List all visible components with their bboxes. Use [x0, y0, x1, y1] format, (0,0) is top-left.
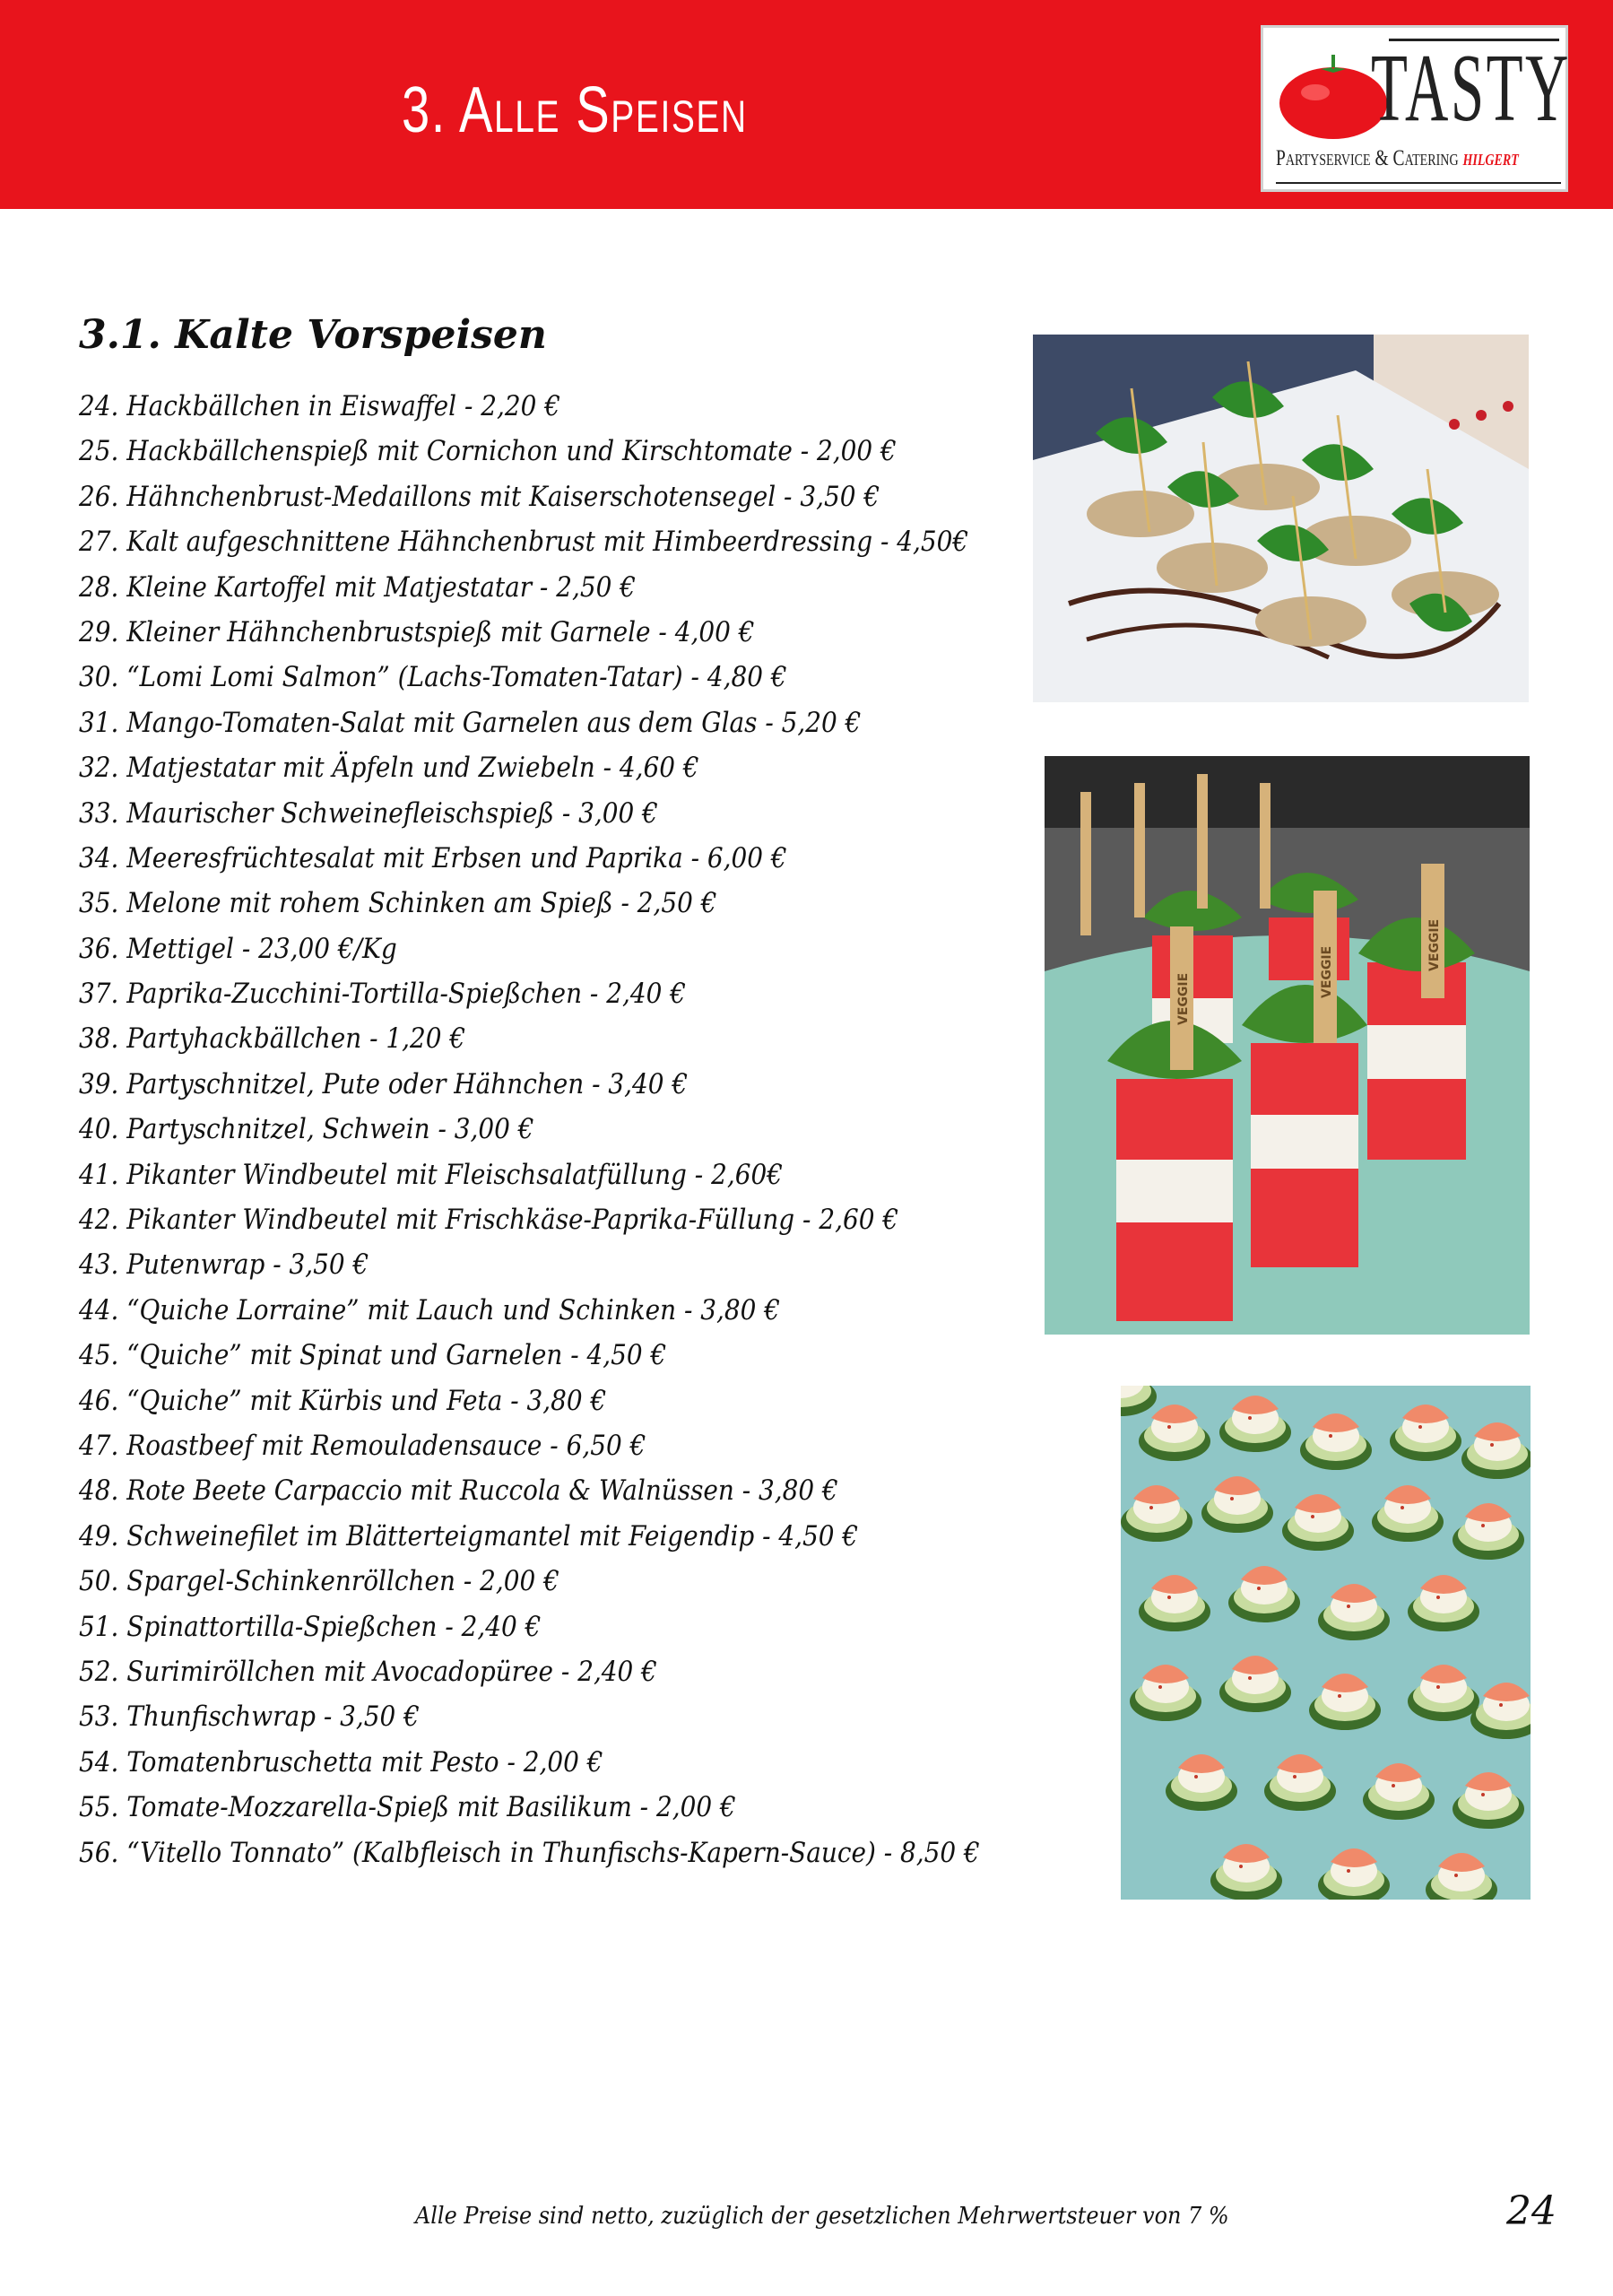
- menu-item: 39. Partyschnitzel, Pute oder Hähnchen - 3,40 €: [79, 1067, 689, 1100]
- menu-item: 28. Kleine Kartoffel mit Matjestatar - 2,50 €: [79, 570, 636, 604]
- menu-item: 34. Meeresfrüchtesalat mit Erbsen und Paprika - 6,00 €: [79, 841, 787, 874]
- logo-underline: [1276, 182, 1561, 184]
- page-number: 24: [1506, 2188, 1557, 2234]
- menu-item: 38. Partyhackbällchen - 1,20 €: [79, 1022, 466, 1056]
- menu-item: 40. Partyschnitzel, Schwein - 3,00 €: [79, 1113, 534, 1146]
- menu-item: 33. Maurischer Schweinefleischspieß - 3,00 €: [79, 796, 658, 830]
- logo-wordmark: TASTY: [1371, 35, 1571, 142]
- logo-subtitle: [1276, 146, 1519, 171]
- menu-item: 44. “Quiche Lorraine” mit Lauch und Schinken - 3,80 €: [79, 1293, 781, 1326]
- menu-item: 45. “Quiche” mit Spinat und Garnelen - 4,50 €: [79, 1339, 667, 1372]
- logo-signature: hilgert: [1462, 146, 1519, 170]
- photo-chicken-skewers: [1033, 335, 1529, 702]
- menu-item: 41. Pikanter Windbeutel mit Fleischsalatfüllung - 2,60€: [79, 1158, 783, 1191]
- photo-watermelon-skewers: [1045, 756, 1530, 1335]
- menu-item: 24. Hackbällchen in Eiswaffel - 2,20 €: [79, 390, 561, 422]
- photo-shrimp-cucumber: [1121, 1386, 1531, 1900]
- menu-item: 47. Roastbeef mit Remouladensauce - 6,50 €: [79, 1429, 646, 1462]
- brand-logo: [1261, 25, 1571, 192]
- menu-item: 52. Surimiröllchen mit Avocadopüree - 2,40 €: [79, 1655, 657, 1688]
- header-bar: [0, 0, 1613, 209]
- menu-item: 53. Thunfischwrap - 3,50 €: [79, 1700, 420, 1734]
- menu-item-list: [79, 384, 1080, 1875]
- veggie-label: VEGGIE: [1176, 972, 1191, 1025]
- subsection-heading: 3.1. Kalte Vorspeisen: [79, 312, 547, 358]
- logo-subtitle-text: Partyservice & Catering: [1276, 146, 1459, 170]
- menu-item: 30. “Lomi Lomi Salmon” (Lachs-Tomaten-Tatar) - 4,80 €: [79, 661, 787, 694]
- menu-item: 37. Paprika-Zucchini-Tortilla-Spießchen - 2,40 €: [79, 978, 686, 1011]
- menu-item: 29. Kleiner Hähnchenbrustspieß mit Garnele - 4,00 €: [79, 615, 755, 648]
- menu-item: 55. Tomate-Mozzarella-Spieß mit Basilikum - 2,00 €: [79, 1791, 736, 1824]
- menu-item: 50. Spargel-Schinkenröllchen - 2,00 €: [79, 1565, 559, 1598]
- veggie-label: VEGGIE: [1320, 945, 1334, 998]
- price-note: Alle Preise sind netto, zuzüglich der gesetzlichen Mehrwertsteuer von 7 %: [415, 2203, 1229, 2230]
- menu-item: 51. Spinattortilla-Spießchen - 2,40 €: [79, 1610, 542, 1643]
- menu-item: 31. Mango-Tomaten-Salat mit Garnelen aus dem Glas - 5,20 €: [79, 706, 862, 739]
- menu-item: 36. Mettigel - 23,00 €/Kg: [79, 932, 397, 965]
- menu-item: 56. “Vitello Tonnato” (Kalbfleisch in Thunfischs-Kapern-Sauce) - 8,50 €: [79, 1836, 980, 1869]
- menu-item: 35. Melone mit rohem Schinken am Spieß - 2,50 €: [79, 887, 717, 920]
- menu-item: 46. “Quiche” mit Kürbis und Feta - 3,80 €: [79, 1384, 607, 1417]
- menu-item: 54. Tomatenbruschetta mit Pesto - 2,00 €: [79, 1745, 603, 1779]
- menu-item: 49. Schweinefilet im Blätterteigmantel mit Feigendip - 4,50 €: [79, 1519, 859, 1552]
- menu-item: 48. Rote Beete Carpaccio mit Ruccola & Walnüssen - 3,80 €: [79, 1474, 838, 1508]
- veggie-label: VEGGIE: [1427, 918, 1442, 971]
- menu-item: 25. Hackbällchenspieß mit Cornichon und Kirschtomate - 2,00 €: [79, 435, 897, 468]
- menu-item: 32. Matjestatar mit Äpfeln und Zwiebeln - 4,60 €: [79, 752, 699, 785]
- menu-item: 26. Hähnchenbrust-Medaillons mit Kaiserschotensegel - 3,50 €: [79, 480, 880, 513]
- section-title: 3. Alle Speisen: [402, 74, 748, 146]
- menu-item: 42. Pikanter Windbeutel mit Frischkäse-Paprika-Füllung - 2,60 €: [79, 1204, 899, 1237]
- menu-item: 43. Putenwrap - 3,50 €: [79, 1248, 369, 1282]
- menu-item: 27. Kalt aufgeschnittene Hähnchenbrust mit Himbeerdressing - 4,50€: [79, 526, 969, 559]
